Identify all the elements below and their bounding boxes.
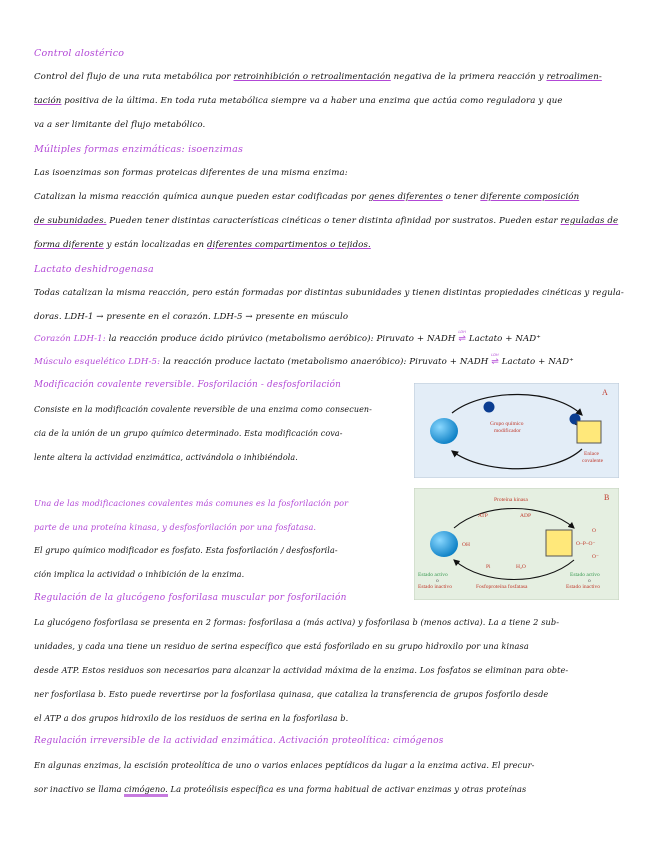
arrow-glyph: ⇌ [491, 357, 499, 367]
underlined-term: retroinhibición o retroalimentación [233, 72, 391, 82]
text-span: Pueden tener distintas características cinéticas o tener distinta afinidad por sustratos. Pueden estar [109, 216, 558, 226]
text-span: positiva de la última. En toda ruta metabólica siempre va a haber una enzima que actúa como reguladora y que [64, 96, 563, 106]
text-line: La glucógeno fosforilasa se presenta en 2 formas: fosforilasa a (más activa) y fosforilasa b (menos activa). La a tiene 2 sub- [34, 617, 560, 627]
heading-glucogeno-fosforilasa: Regulación de la glucógeno fosforilasa muscular por fosforilación [34, 593, 347, 603]
text-span: y están localizadas en [106, 240, 205, 250]
underlined-term: forma diferente [34, 240, 104, 250]
text-span: la reacción produce lactato (metabolismo anaeróbico): Piruvato + NADH [162, 357, 489, 367]
label-h2o: H₂O [516, 564, 526, 570]
text-line: va a ser limitante del flujo metabólico. [34, 120, 206, 130]
underlined-term: reguladas de [560, 216, 619, 226]
text-line: parte de una proteína kinasa, y desfosforilación por una fosfatasa. [34, 522, 317, 532]
label-proteina-kinasa: Proteína kinasa [494, 497, 528, 503]
underlined-term: diferente composición [480, 192, 580, 202]
label-right-o: o [588, 578, 591, 584]
text-span: Control del flujo de una ruta metabólica por [34, 72, 231, 82]
figure-b-svg [414, 488, 619, 600]
heading-isoenzimas: Múltiples formas enzimáticas: isoenzimas [34, 144, 244, 155]
label-grupo-quimico: Grupo químico [490, 421, 524, 427]
label-phosphate-mid: O–P–O⁻ [576, 541, 596, 547]
label-atp: ATP [478, 513, 488, 519]
label-left-active: Estado activo [418, 572, 448, 578]
text-line: Las isoenzimas son formas proteicas diferentes de una misma enzima: [34, 168, 348, 178]
arrow-label: LDH [458, 330, 466, 334]
label-adp: ADP [520, 513, 532, 519]
text-line [34, 216, 618, 226]
underlined-term: genes diferentes [368, 192, 443, 202]
label-enlace: Enlace [584, 451, 599, 457]
underlined-term: retroalimen- [546, 72, 602, 82]
figure-a-covalent-modification [414, 383, 619, 478]
purple-label: Músculo esquelético LDH-5: [34, 357, 161, 367]
text-span: negativa de la primera reacción y [393, 72, 544, 82]
text-line: desde ATP. Estos residuos son necesarios para alcanzar la actividad máxima de la enzima. Los fosfatos se eliminan para obte- [34, 665, 569, 675]
text-span: Catalizan la misma reacción química aunque pueden estar codificadas por [34, 192, 366, 202]
label-left-inactive: Estado inactivo [418, 584, 453, 590]
text-span: Lactato + NAD⁺ [501, 357, 574, 367]
label-covalente: covalente [582, 458, 604, 464]
substrate-box [546, 530, 572, 556]
text-span: la reacción produce ácido pirúvico (metabolismo aeróbico): Piruvato + NADH [108, 334, 456, 344]
label-modificador: modificador [494, 428, 521, 434]
text-line [34, 240, 371, 250]
text-line: Todas catalizan la misma reacción, pero están formadas por distintas subunidades y tienen distintas propiedades cinéticas y regula- [34, 288, 624, 298]
underlined-term: diferentes compartimentos o tejidos. [206, 240, 371, 250]
label-phosphate-bot: O⁻ [592, 554, 599, 560]
label-fosfoproteina-fosfatasa: Fosfoproteína fosfatasa [476, 584, 528, 590]
text-line: Consiste en la modificación covalente reversible de una enzima como consecuen- [34, 405, 372, 414]
substrate-box [577, 421, 601, 443]
text-line [34, 353, 574, 367]
underlined-term: tación [34, 96, 62, 106]
text-line: unidades, y cada una tiene un residuo de serina específico que está fosforilado en su grupo hidroxilo por una kinasa [34, 641, 529, 651]
text-line: ción implica la actividad o inhibición de la enzima. [34, 570, 245, 579]
label-pi: Pi [486, 564, 491, 570]
text-line: Una de las modificaciones covalentes más comunes es la fosforilación por [34, 498, 349, 508]
enzyme-ellipse [430, 531, 458, 557]
enzyme-ellipse [430, 418, 458, 444]
text-span: sor inactivo se llama [34, 784, 122, 794]
text-line: cia de la unión de un grupo químico determinado. Esta modificación cova- [34, 429, 343, 438]
purple-label: Corazón LDH-1: [34, 334, 106, 344]
label-left-o: o [436, 578, 439, 584]
arrow-glyph: ⇌ [458, 334, 467, 344]
heading-modificacion-covalente: Modificación covalente reversible. Fosforilación - desfosforilación [34, 380, 341, 390]
figure-a-svg [414, 383, 619, 478]
equilibrium-arrow [458, 330, 467, 344]
text-line [34, 96, 563, 106]
equilibrium-arrow [491, 353, 499, 367]
label-right-inactive: Estado inactivo [566, 584, 601, 590]
text-line: doras. LDH-1 → presente en el corazón. LDH-5 → presente en músculo [34, 312, 349, 322]
label-right-active: Estado activo [570, 572, 600, 578]
label-phosphate-top: O [592, 528, 596, 534]
text-line: ner fosforilasa b. Esto puede revertirse por la fosforilasa quinasa, que cataliza la transferencia de grupos fosforilo desde [34, 689, 549, 699]
text-span: o tener [445, 192, 478, 202]
heading-control-alosterico: Control alostérico [34, 48, 125, 59]
text-line: lente altera la actividad enzimática, activándola o inhibiéndola. [34, 453, 298, 462]
text-span: La proteólisis específica es una forma habitual de activar enzimas y otras proteínas [170, 784, 527, 794]
figure-letter: B [604, 493, 610, 502]
text-line: el ATP a dos grupos hidroxilo de los residuos de serina en la fosforilasa b. [34, 713, 349, 723]
modifier-group-dot [484, 402, 495, 413]
highlighted-term: cimógeno. [124, 784, 168, 797]
figure-b-phosphorylation [414, 488, 619, 600]
text-line: El grupo químico modificador es fosfato. Esta fosforilación / desfosforila- [34, 546, 338, 555]
heading-regulacion-irreversible: Regulación irreversible de la actividad enzimática. Activación proteolítica: cimógenos [34, 736, 444, 746]
underlined-term: de subunidades. [34, 216, 107, 226]
label-oh: OH [462, 542, 470, 548]
text-line [34, 330, 541, 344]
text-span: Lactato + NAD⁺ [468, 334, 541, 344]
text-line: En algunas enzimas, la escisión proteolítica de uno o varios enlaces peptídicos da lugar a la enzima activa. El precur- [34, 760, 535, 770]
text-line [34, 192, 579, 202]
text-line [34, 72, 602, 82]
heading-lactato-deshidrogenasa: Lactato deshidrogenasa [34, 264, 154, 275]
figure-letter: A [602, 388, 608, 397]
text-line [34, 784, 526, 794]
arrow-label: LDH [491, 353, 499, 357]
